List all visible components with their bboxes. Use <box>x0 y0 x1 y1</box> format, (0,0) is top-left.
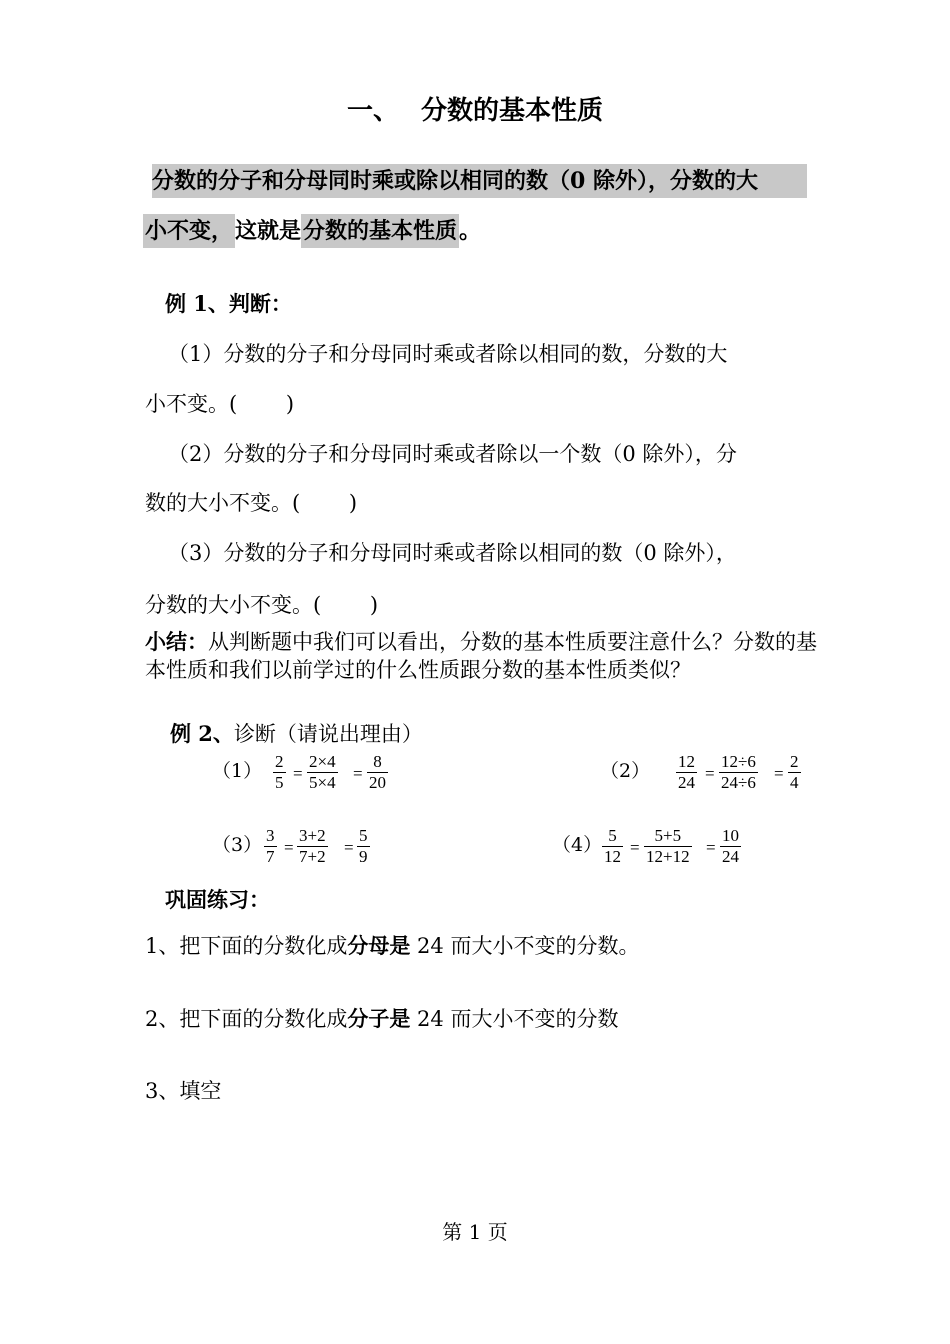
example1-q2-line1: （2）分数的分子和分母同时乘或者除以一个数（0 除外），分 <box>168 442 737 466</box>
definition-plain: 这就是 <box>235 218 302 244</box>
equals-sign: = <box>293 764 303 783</box>
practice-item-2-emphasis: 分子是 <box>347 1006 411 1031</box>
fraction: 2 4 <box>790 752 799 792</box>
fraction: 5 12 <box>604 826 621 866</box>
practice-item-1-emphasis: 分母是 <box>347 933 411 958</box>
definition-highlight-2: 分数的基本性质 <box>301 214 459 248</box>
example2-heading-bold: 例 2、 <box>170 721 234 746</box>
fraction: 12÷6 24÷6 <box>721 752 756 792</box>
example1-q1-line2: 小不变。( ) <box>145 392 295 416</box>
practice-item-3: 3、填空 <box>145 1079 222 1103</box>
fraction: 5 9 <box>359 826 368 866</box>
fraction: 2×4 5×4 <box>309 752 336 792</box>
title-number: 一、 <box>346 96 399 126</box>
page-footer: 第 1 页 <box>442 1220 508 1244</box>
example1-q1-line1: （1）分数的分子和分母同时乘或者除以相同的数，分数的大 <box>168 342 728 366</box>
practice-item-2-text: 2、把下面的分数化成 <box>145 1007 348 1031</box>
fraction: 2 5 <box>275 752 284 792</box>
fraction: 10 24 <box>722 826 739 866</box>
summary <box>145 628 825 684</box>
example1-q3-line2: 分数的大小不变。( ) <box>145 593 379 617</box>
practice-item-1-text: 1、把下面的分数化成 <box>145 934 348 958</box>
definition-line-1: 分数的分子和分母同时乘或除以相同的数（0 除外），分数的大 <box>152 164 807 198</box>
practice-item-1 <box>145 930 639 960</box>
fraction: 3+2 7+2 <box>299 826 326 866</box>
summary-label: 小结： <box>145 629 208 654</box>
fraction: 5+5 12+12 <box>646 826 690 866</box>
fraction: 3 7 <box>266 826 275 866</box>
equals-sign: = <box>284 838 294 857</box>
equals-sign: = <box>344 838 354 857</box>
example2-heading-rest: 诊断（请说出理由） <box>233 722 423 746</box>
example2-item-3-label: （3） <box>212 834 263 856</box>
example1-q3-line1: （3）分数的分子和分母同时乘或者除以相同的数（0 除外）， <box>168 541 737 565</box>
equals-sign: = <box>353 764 363 783</box>
title-text: 分数的基本性质 <box>421 96 604 126</box>
equals-sign: = <box>774 764 784 783</box>
example2-item-2-label: （2） <box>600 760 651 782</box>
example2-item-4-label: （4） <box>552 834 603 856</box>
example1-q2-line2: 数的大小不变。( ) <box>145 491 358 515</box>
fraction: 8 20 <box>369 752 386 792</box>
equals-sign: = <box>630 838 640 857</box>
example2-item-1-label: （1） <box>212 760 263 782</box>
definition-line-2 <box>143 214 481 248</box>
summary-text: 从判断题中我们可以看出，分数的基本性质要注意什么？分数的基本性质和我们以前学过的什么性质跟分数的基本性质类似？ <box>145 630 817 682</box>
example1-heading: 例 1、判断： <box>165 291 292 316</box>
practice-item-2-rest: 24 而大小不变的分数 <box>410 1007 619 1031</box>
definition-period: 。 <box>459 218 482 244</box>
equals-sign: = <box>705 764 715 783</box>
fraction: 12 24 <box>678 752 695 792</box>
equals-sign: = <box>706 838 716 857</box>
practice-item-1-rest: 24 而大小不变的分数。 <box>410 934 640 958</box>
practice-item-2 <box>145 1003 618 1033</box>
definition-highlight-1: 小不变， <box>143 214 235 248</box>
example2-heading <box>170 718 423 748</box>
practice-heading: 巩固练习： <box>165 887 270 912</box>
page-title <box>0 90 950 127</box>
